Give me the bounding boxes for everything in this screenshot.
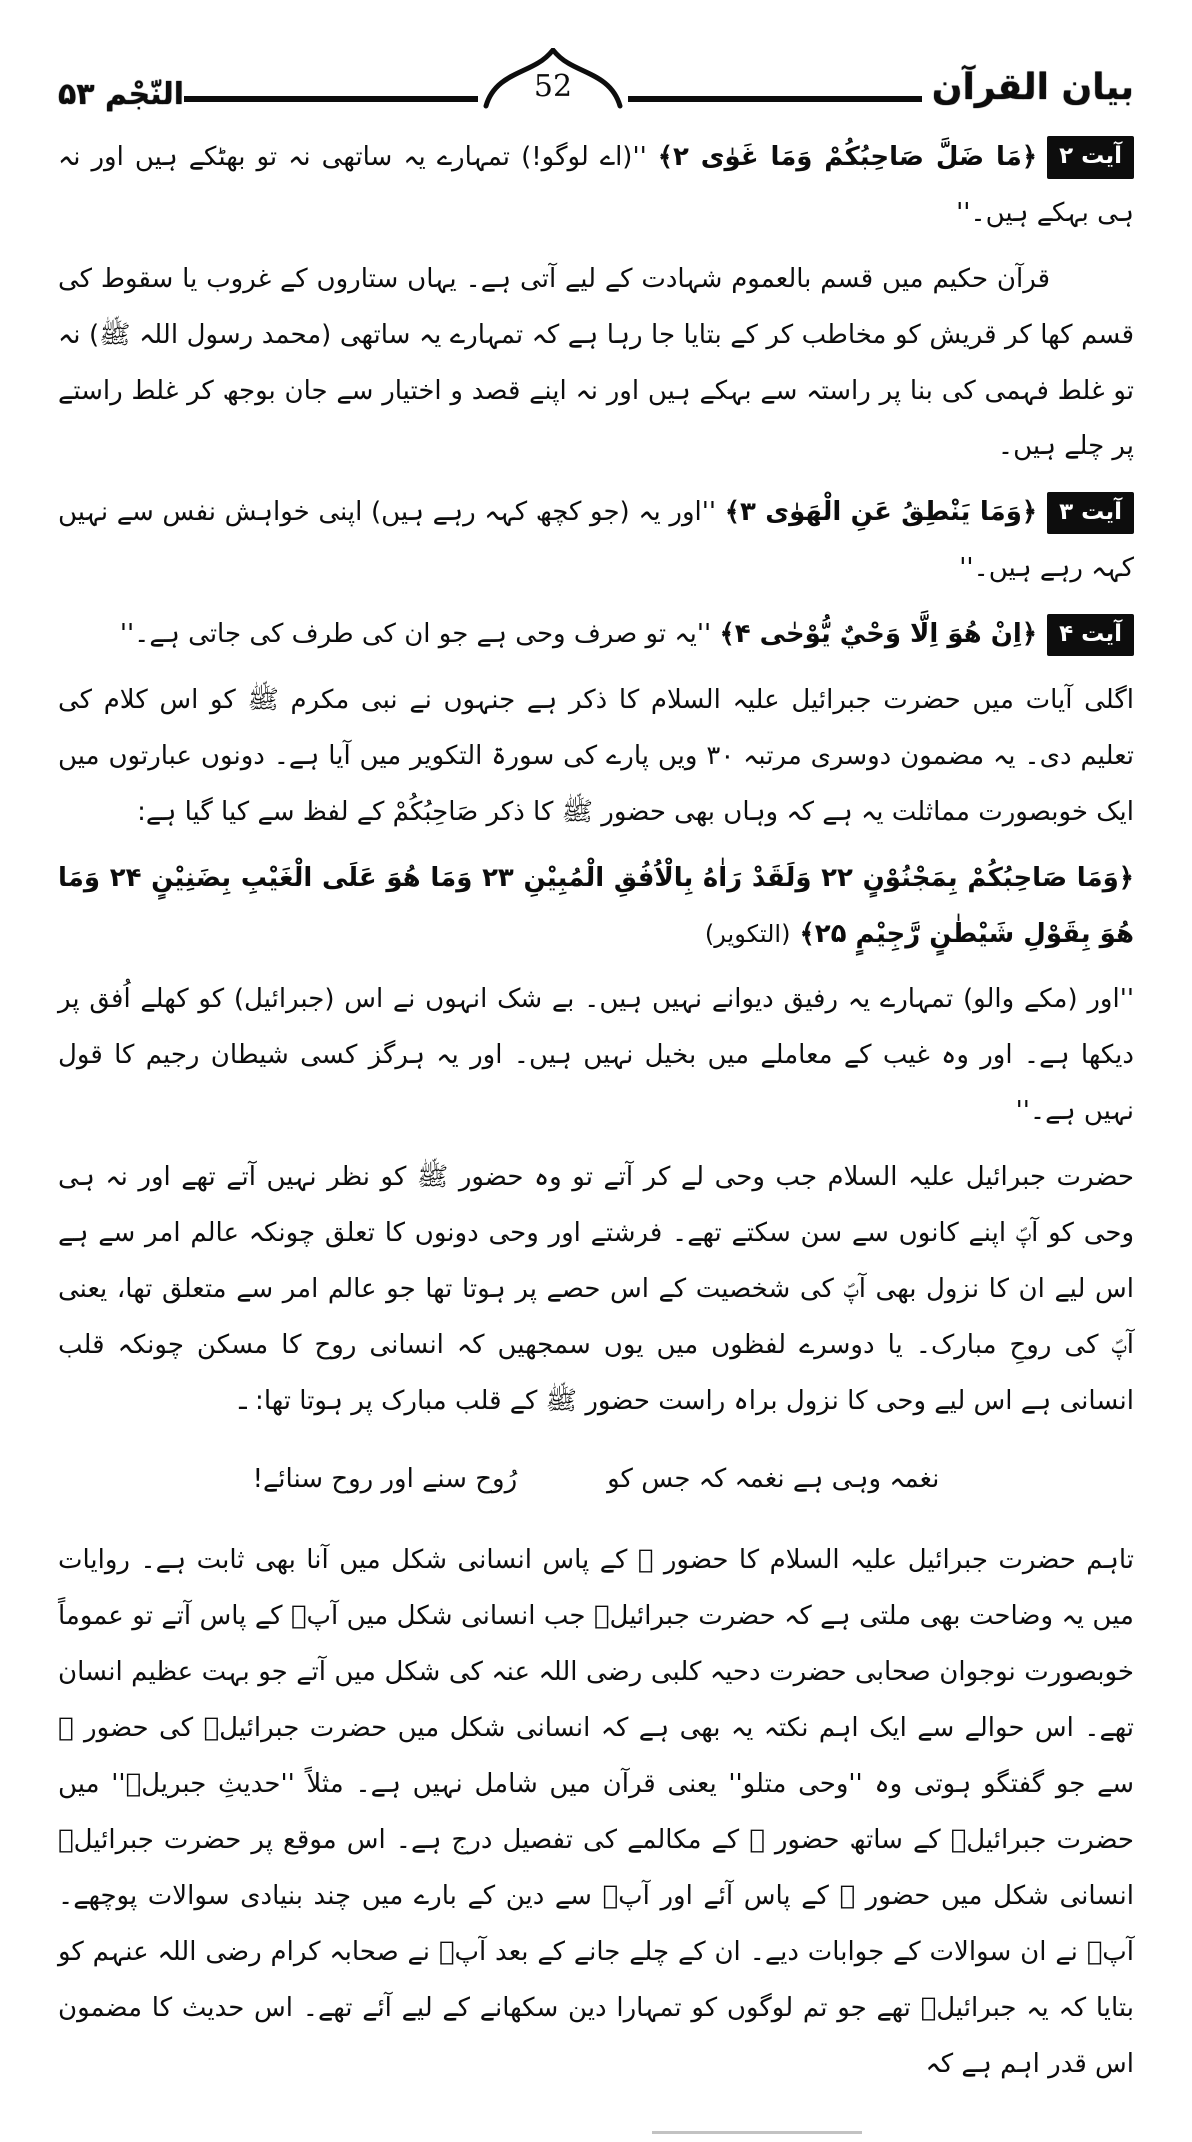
page-number-dome — [478, 48, 628, 112]
paragraph-wahi-nature: حضرت جبرائیل علیہ السلام جب وحی لے کر آتے تو وہ حضور ﷺ کو نظر نہیں آتے تھے اور نہ ہی وحی کو آپؐ اپنے کانوں سے سن سکتے تھے۔ فرشتے اور وحی دونوں کا تعلق چونکہ عالم امر سے ہے اس لیے ان کا نزول بھی آپؐ کی شخصیت کے اس حصے پر ہوتا تھا جو عالم امر سے متعلق تھا، یعنی آپؐ کی روحِ مبارک۔ یا دوسرے لفظوں میں یوں سمجھیں کہ انسانی روح کا مسکن چونکہ قلب انسانی ہے اس لیے وحی کا نزول براہ راست حضور ﷺ کے قلب مبارک پر ہوتا تھا: ـ — [58, 1162, 1134, 1416]
verse-block-4 — [58, 607, 1134, 663]
ayat-3-marker: آیت ۳ — [1047, 492, 1134, 534]
quote-takweer-translation: ''اور (مکے والو) تمہارے یہ رفیق دیوانے نہیں ہیں۔ بے شک انہوں نے اس (جبرائیل) کو کھلے اُفق پر دیکھا ہے۔ اور وہ غیب کے معاملے میں بخیل نہیں ہیں۔ اور یہ ہرگز کسی شیطان رجیم کا قول نہیں ہے۔'' — [58, 984, 1134, 1127]
verse-block-2 — [58, 130, 1134, 242]
page-number: 52 — [533, 69, 572, 104]
page-content — [58, 130, 1134, 2092]
header-rule-right — [628, 96, 922, 102]
ayat-2-marker: آیت ۲ — [1047, 136, 1134, 178]
scan-artifact-line — [652, 2131, 862, 2134]
paragraph-qasam: قرآن حکیم میں قسم بالعموم شہادت کے لیے آتی ہے۔ یہاں ستاروں کے غروب یا سقوط کی قسم کھا کر قریش کو مخاطب کر کے بتایا جا رہا ہے کہ تمہارے یہ ساتھی (محمد رسول اللہ ﷺ) نہ تو غلط فہمی کی بنا پر راستہ سے بہکے ہیں اور نہ اپنے قصد و اختیار سے جان بوجھ کر غلط راستے پر چلے ہیں۔ — [58, 263, 1134, 462]
ayat-3-translation: ''اور یہ (جو کچھ کہہ رہے ہیں) اپنی خواہش نفس سے نہیں کہہ رہے ہیں۔'' — [58, 497, 1134, 584]
quote-takweer-arabic: ﴿وَمَا صَاحِبُكُمْ بِمَجْنُوْنٍ ۲۲ وَلَقَدْ رَاٰهُ بِالْاُفُقِ الْمُبِيْنِ ۲۳ وَمَا هُوَ عَلَى الْغَيْبِ بِضَنِيْنٍ ۲۴ وَمَا هُوَ بِقَوْلِ شَيْطٰنٍ رَّجِيْمٍ ۲۵﴾ — [58, 862, 1134, 949]
ayat-2-arabic: ﴿مَا ضَلَّ صَاحِبُكُمْ وَمَا غَوٰى ۲﴾ — [657, 142, 1038, 172]
ayat-3-arabic: ﴿وَمَا يَنْطِقُ عَنِ الْهَوٰى ۳﴾ — [724, 497, 1038, 528]
header-rule-left — [184, 96, 478, 102]
page-header — [58, 26, 1134, 112]
ayat-4-translation: ''یہ تو صرف وحی ہے جو ان کی طرف کی جاتی ہے۔'' — [119, 619, 712, 650]
ayat-4-arabic: ﴿اِنْ هُوَ اِلَّا وَحْيٌ يُّوْحٰى ۴﴾ — [719, 619, 1038, 650]
poetry-hemistich-2: رُوح سنے اور روح سنائے! — [252, 1463, 518, 1494]
dome-icon — [478, 48, 628, 112]
ayat-2-translation: ''(اے لوگو!) تمہارے یہ ساتھی نہ تو بھٹکے ہیں اور نہ ہی بہکے ہیں۔'' — [58, 142, 1134, 228]
surah-label: النّجْم ۵۳ — [57, 77, 184, 112]
poetry-couplet — [58, 1452, 1134, 1508]
poetry-hemistich-1: نغمہ وہی ہے نغمہ کہ جس کو — [607, 1463, 940, 1494]
ayat-4-marker: آیت ۴ — [1047, 614, 1134, 656]
book-title: بيان القرآن — [931, 67, 1134, 108]
verse-block-3 — [58, 485, 1134, 597]
quote-takweer — [58, 851, 1134, 963]
paragraph-human-form: تاہم حضرت جبرائیل علیہ السلام کا حضور ﷺ کے پاس انسانی شکل میں آنا بھی ثابت ہے۔ روایات میں یہ وضاحت بھی ملتی ہے کہ حضرت جبرائیلؑ جب انسانی شکل میں آپؐ کے پاس آتے تو عموماً خوبصورت نوجوان صحابی حضرت دحیہ کلبی رضی اللہ عنہ کی شکل میں آتے جو بہت عظیم انسان تھے۔ اس حوالے سے ایک اہم نکتہ یہ بھی ہے کہ انسانی شکل میں حضرت جبرائیلؑ کی حضور ﷺ سے جو گفتگو ہوتی وہ ''وحی متلو'' یعنی قرآن میں شامل نہیں ہے۔ مثلاً ''حدیثِ جبریلؑ'' میں حضرت جبرائیلؑ کے ساتھ حضور ﷺ کے مکالمے کی تفصیل درج ہے۔ اس موقع پر حضرت جبرائیلؑ انسانی شکل میں حضور ﷺ کے پاس آئے اور آپؐ سے دین کے بارے میں چند بنیادی سوالات پوچھے۔ آپؐ نے ان سوالات کے جوابات دیے۔ ان کے چلے جانے کے بعد آپؐ نے صحابہ کرام رضی اللہ عنہم کو بتایا کہ یہ جبرائیلؑ تھے جو تم لوگوں کو تمہارا دین سکھانے کے لیے آئے تھے۔ اس حدیث کا مضمون اس قدر اہم ہے کہ — [58, 1545, 1134, 2079]
quote-takweer-source: (التکویر) — [704, 919, 791, 948]
paragraph-jibreel-intro: اگلی آیات میں حضرت جبرائیل علیہ السلام کا ذکر ہے جنہوں نے نبی مکرم ﷺ کو اس کلام کی تعلیم دی۔ یہ مضمون دوسری مرتبہ ۳۰ ویں پارے کی سورۃ التکویر میں آیا ہے۔ دونوں عبارتوں میں ایک خوبصورت مماثلت یہ ہے کہ وہاں بھی حضور ﷺ کا ذکر صَاحِبُكُمْ کے لفظ سے کیا گیا ہے: — [58, 685, 1134, 827]
